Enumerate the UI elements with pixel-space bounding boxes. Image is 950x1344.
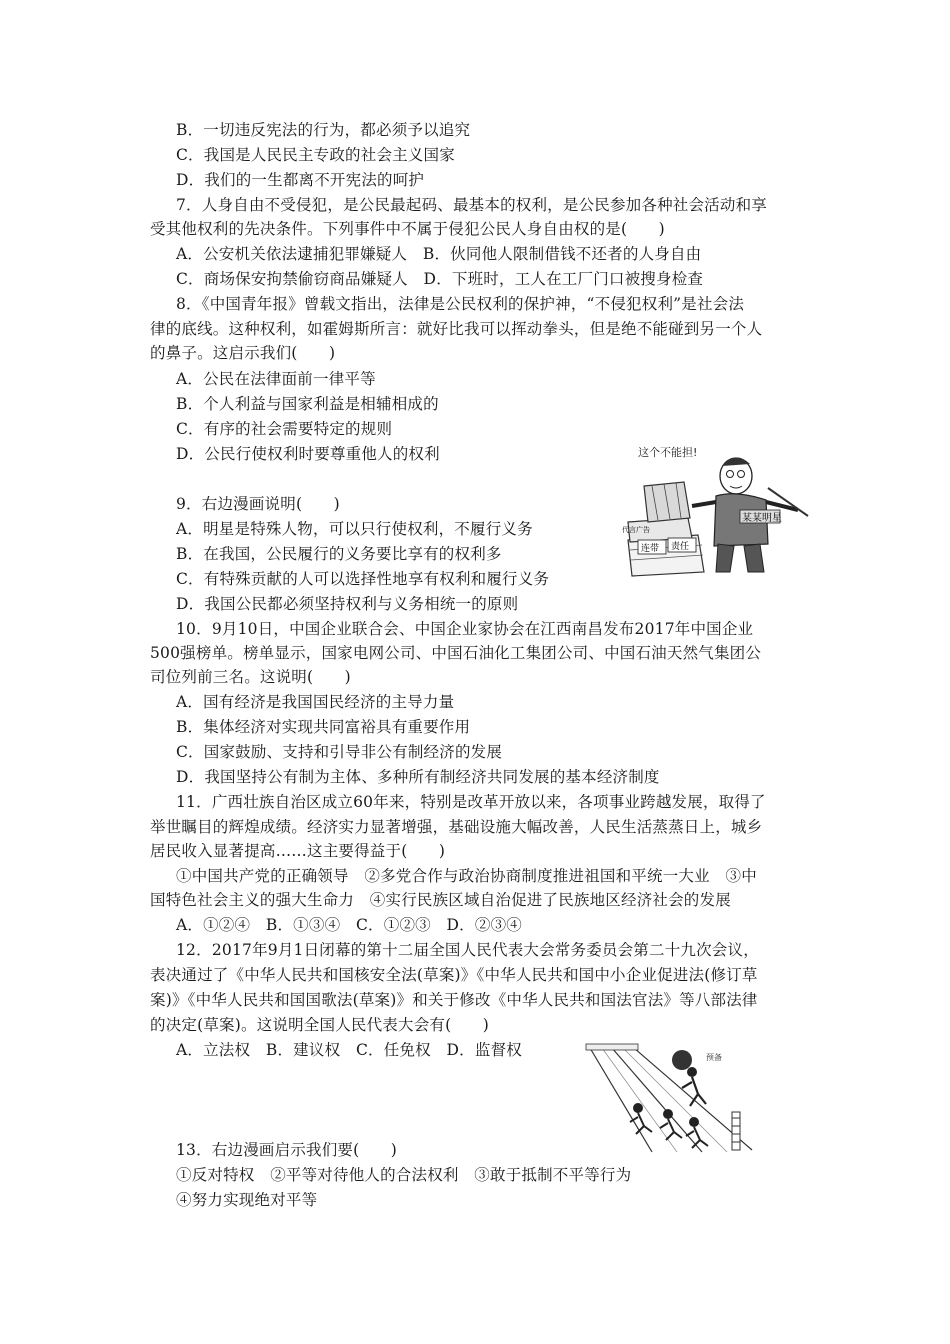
- q12-stem-line4: 的决定(草案)。这说明全国人民代表大会有( ): [150, 1016, 489, 1034]
- q9-stem: 9．右边漫画说明( ): [176, 495, 340, 513]
- q10-option-b: B．集体经济对实现共同富裕具有重要作用: [176, 718, 471, 736]
- box-label-ad: 代言广告: [622, 526, 650, 534]
- q11-stem-line3: 居民收入显著提高……这主要得益于( ): [150, 842, 446, 860]
- q9-option-c: C．有特殊贡献的人可以选择性地享有权利和履行义务: [176, 570, 550, 588]
- race-cartoon: [582, 1042, 764, 1160]
- q12-stem-line3: 案)》《中华人民共和国国歌法(草案)》和关于修改《中华人民共和国法官法》等八部法律: [150, 991, 758, 1009]
- q6-option-d: D．我们的一生都离不开宪法的呵护: [176, 171, 425, 189]
- q10-stem-line3: 司位列前三名。这说明( ): [150, 668, 351, 686]
- q11-statements-line2: 国特色社会主义的强大生命力 ④实行民族区域自治促进了民族地区经济社会的发展: [150, 891, 731, 909]
- q10-stem-line2: 500强榜单。榜单显示，国家电网公司、中国石油化工集团公司、中国石油天然气集团公: [150, 644, 762, 662]
- q13-statements-line1: ①反对特权 ②平等对待他人的合法权利 ③敢于抵制不平等行为: [176, 1166, 632, 1184]
- ready-label: 预备: [706, 1053, 722, 1062]
- q12-choices: A．立法权 B．建议权 C．任免权 D．监督权: [176, 1041, 522, 1059]
- q9-option-a: A．明星是特殊人物，可以只行使权利，不履行义务: [176, 520, 533, 538]
- q7-options-ab: A．公安机关依法逮捕犯罪嫌疑人 B．伙同他人限制借钱不还者的人身自由: [176, 245, 702, 263]
- cartoon-speech-text: 这个不能担!: [638, 446, 698, 459]
- q12-stem-line2: 表决通过了《中华人民共和国核安全法(草案)》《中华人民共和国中小企业促进法(修订草: [150, 966, 758, 984]
- q12-stem-line1: 12．2017年9月1日闭幕的第十二届全国人民代表大会常务委员会第二十九次会议，: [176, 941, 759, 959]
- q7-options-cd: C．商场保安拘禁偷窃商品嫌疑人 D．下班时，工人在工厂门口被搜身检查: [176, 270, 704, 288]
- celebrity-figure: [692, 457, 808, 572]
- q11-statements-line1: ①中国共产党的正确领导 ②多党合作与政治协商制度推进祖国和平统一大业 ③中: [176, 867, 757, 885]
- q8-stem-line2: 律的底线。这种权利，如霍姆斯所言：就好比我可以挥动拳头，但是绝不能碰到另一个人: [150, 320, 763, 338]
- q10-option-a: A．国有经济是我国国民经济的主导力量: [176, 693, 455, 711]
- q8-option-b: B．个人利益与国家利益是相辅相成的: [176, 395, 439, 413]
- q8-option-c: C．有序的社会需要特定的规则: [176, 420, 393, 438]
- q13-stem: 13．右边漫画启示我们要( ): [176, 1141, 398, 1159]
- q6-option-c: C．我国是人民民主专政的社会主义国家: [176, 146, 455, 164]
- q11-choices: A．①②④ B．①③④ C．①②③ D．②③④: [176, 916, 522, 934]
- q10-option-d: D．我国坚持公有制为主体、多种所有制经济共同发展的基本经济制度: [176, 768, 660, 786]
- privileged-runner: [672, 1050, 722, 1106]
- finish-pole: [732, 1112, 740, 1150]
- q8-stem-line3: 的鼻子。这启示我们( ): [150, 344, 336, 362]
- q11-stem-line2: 举世瞩目的辉煌成绩。经济实力显著增强，基础设施大幅改善，人民生活蒸蒸日上，城乡: [150, 818, 763, 836]
- q8-option-d: D．公民行使权利时要尊重他人的权利: [176, 445, 440, 463]
- q11-stem-line1: 11．广西壮族自治区成立60年来，特别是改革开放以来，各项事业跨越发展，取得了: [176, 793, 766, 811]
- q6-option-b: B．一切违反宪法的行为，都必须予以追究: [176, 121, 471, 139]
- q9-option-d: D．我国公民都必须坚持权利与义务相统一的原则: [176, 595, 519, 613]
- burden-stack: [622, 482, 704, 576]
- box-label-liability: 责任: [671, 542, 690, 552]
- q10-option-c: C．国家鼓励、支持和引导非公有制经济的发展: [176, 743, 503, 761]
- q8-stem-line1: 8．《中国青年报》曾载文指出，法律是公民权利的保护神，“不侵犯权利”是社会法: [176, 295, 745, 313]
- q7-stem-line2: 受其他权利的先决条件。下列事件中不属于侵犯公民人身自由权的是( ): [150, 220, 665, 238]
- q10-stem-line1: 10．9月10日，中国企业联合会、中国企业家协会在江西南昌发布2017年中国企业: [176, 620, 754, 638]
- celebrity-cartoon: [618, 440, 814, 580]
- q9-option-b: B．在我国，公民履行的义务要比享有的权利多: [176, 545, 502, 563]
- q13-statements-line2: ④努力实现绝对平等: [176, 1191, 318, 1209]
- shirt-label: 某某明星: [742, 513, 782, 524]
- box-label-joint: 连带: [641, 544, 660, 554]
- q7-stem-line1: 7．人身自由不受侵犯，是公民最起码、最基本的权利，是公民参加各种社会活动和享: [176, 196, 767, 214]
- q8-option-a: A．公民在法律面前一律平等: [176, 370, 376, 388]
